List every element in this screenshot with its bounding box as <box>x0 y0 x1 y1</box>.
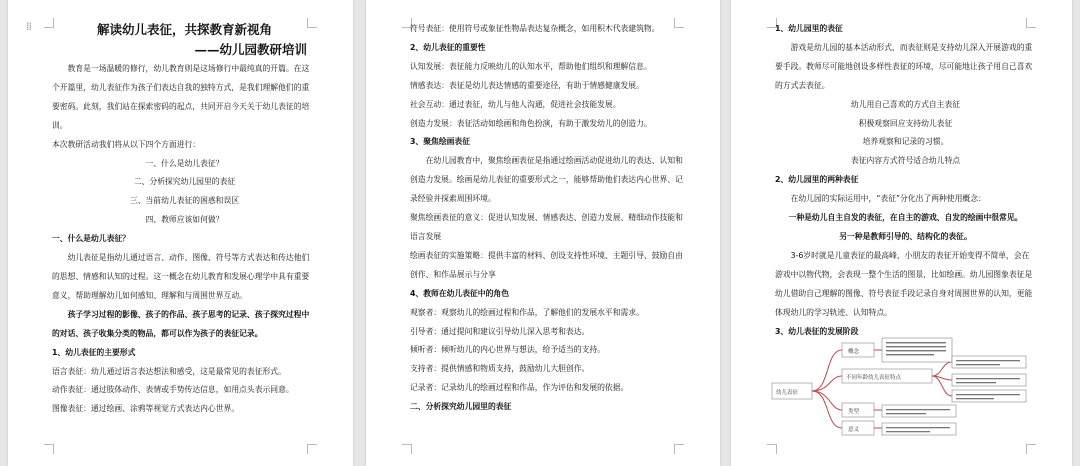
mindmap-node: 意义 <box>848 427 860 433</box>
mindmap-root: 幼儿表征 <box>776 390 799 396</box>
importance-item: 情感表达：表征是幼儿表达情感的重要途径，有助于情感健康发展。 <box>410 80 644 90</box>
subsection-heading: 1、幼儿园里的表征 <box>775 24 843 33</box>
page-1-content <box>52 20 317 419</box>
form-item: 图像表征：通过绘画、涂鸦等视觉方式表达内心世界。 <box>52 404 240 414</box>
margin-corner-mark <box>307 444 317 454</box>
margin-corner-mark <box>767 444 777 454</box>
meaning-paragraph: 聚焦绘画表征的意义：促进认知发展、情感表达、创造力发展、精细动作技能和语言发展 <box>410 213 683 241</box>
page-3-content <box>775 20 1036 341</box>
outline-item: 一、什么是幼儿表征？ <box>145 158 224 168</box>
role-item: 观察者：观察幼儿的绘画过程和作品，了解他们的发展水平和需求。 <box>410 307 644 317</box>
section-heading: 二、分析探究幼儿园里的表征 <box>410 402 512 412</box>
subsection-heading: 3、幼儿表征的发展阶段 <box>775 326 859 336</box>
outline-item: 四、教师应该如何做？ <box>145 215 224 225</box>
subsection-heading: 4、教师在幼儿表征中的角色 <box>410 288 509 298</box>
role-item: 倾听者：倾听幼儿的内心世界与想法，给予适当的支持。 <box>410 345 605 355</box>
doc-subtitle: ——幼儿园教研培训 <box>194 42 307 57</box>
page-2-content <box>410 20 684 417</box>
centered-item: 培养观察和记录的习惯。 <box>862 137 949 147</box>
mindmap-node: 类型 <box>848 409 860 415</box>
age-paragraph: 3-6岁时就是儿童表征的最高峰，小朋友的表征开始变得不简单，会在游戏中以物代物，会表现一整个生活的图景，比如绘画。幼儿园图象表征是幼儿借助自己理解的图像、符号表征手段记录自身对周围世界的认知，更能体现幼儿的学习轨迹、认知特点。 <box>775 250 1033 317</box>
role-item: 记录者：记录幼儿的绘画过程和作品，作为评估和发展的依据。 <box>410 383 629 393</box>
role-item: 引导者：通过提问和建议引导幼儿深入思考和表达。 <box>410 326 590 336</box>
centered-item: 表征内容方式符号适合幼儿特点 <box>850 156 961 166</box>
margin-corner-mark <box>44 444 54 454</box>
importance-item: 社会互动：通过表征，幼儿与他人沟通，促进社会技能发展。 <box>410 99 621 109</box>
margin-corner-mark <box>402 444 412 454</box>
doc-title: 解读幼儿表征，共探教育新视角 <box>96 22 272 37</box>
document-page-1 <box>8 0 353 466</box>
bold-statement: 另一种是教师引导的、结构化的表征。 <box>839 231 972 241</box>
development-stage-mindmap <box>770 336 1032 436</box>
importance-item: 认知发展：表征能力反映幼儿的认知水平，帮助他们组织和理解信息。 <box>410 61 652 71</box>
form-item: 动作表征：通过肢体动作、表情或手势传达信息，如用点头表示同意。 <box>52 385 294 395</box>
mindmap-node: 不同年龄幼儿表征特点 <box>846 375 902 381</box>
kindergarten-paragraph: 游戏是幼儿园的基本活动形式，而表征则是支持幼儿深入开展游戏的重要手段。教师尽可能地创设多样性表征的环境，尽可能地让孩子用自己喜欢的方式去表征。 <box>775 42 1033 90</box>
mindmap-node: 概念 <box>848 349 860 355</box>
subsection-heading: 2、幼儿园里的两种表征 <box>775 175 859 185</box>
drawing-paragraph: 在幼儿园教育中，聚焦绘画表征是指通过绘画活动促进幼儿的表达、认知和创造力发展。绘画是幼儿表征的重要形式之一，能够帮助他们表达内心世界、记录经验并探索周围环境。 <box>410 156 683 204</box>
margin-corner-mark <box>674 444 684 454</box>
two-types-paragraph: 在幼儿园的实际运用中，“表征”分化出了两种使用概念： <box>790 194 986 204</box>
subsection-heading: 1、幼儿表征的主要形式 <box>52 347 136 357</box>
centered-item: 积极观察回应支持幼儿表征 <box>858 118 953 128</box>
centered-item: 幼儿用自己喜欢的方式自主表征 <box>850 99 961 109</box>
definition-paragraph: 幼儿表征是指幼儿通过语言、动作、图像、符号等方式表达和传达他们的思想、情感和认知的过程。这一概念在幼儿教育和发展心理学中具有重要意义，帮助理解幼儿如何感知、理解和与周围世界互动。 <box>52 253 310 300</box>
drag-handle-icon[interactable]: ⁞⁞ <box>26 20 31 33</box>
bold-statement: 一种是幼儿自主自发的表征，在自主的游戏、自发的绘画中很常见。 <box>788 213 1023 223</box>
margin-corner-mark <box>1026 444 1036 454</box>
strategy-paragraph: 绘画表征的实施策略：提供丰富的材料、创设支持性环境、主题引导、鼓励自由创作、和作品展示与分享 <box>410 250 683 279</box>
outline-item: 二、分析探究幼儿园里的表征 <box>133 177 236 187</box>
role-item: 支持者：提供情感和物质支持，鼓励幼儿大胆创作。 <box>410 364 590 374</box>
document-page-2 <box>366 0 720 466</box>
form-item: 符号表征：使用符号或象征性物品表达复杂概念，如用积木代表建筑物。 <box>410 24 660 33</box>
outline-item: 三、当前幼儿表征的困惑和误区 <box>129 196 240 206</box>
intro-paragraph: 教育是一场温暖的修行，幼儿教育则是这场修行中最纯真的开篇。在这个开篇里，幼儿表征作为孩子们表达自我的独特方式，是我们理解他们的重要密码。此刻，我们站在探索密码的起点，共同开启今天关于幼儿表征的培训。 <box>52 64 310 130</box>
bold-paragraph: 孩子学习过程的影像、孩子的作品、孩子思考的记录、孩子探究过程中的对话、孩子收集分类的物品，都可以作为孩子的表征记录。 <box>52 309 310 338</box>
section-heading: 一、什么是幼儿表征？ <box>52 234 130 244</box>
form-item: 语言表征：幼儿通过语言表达想法和感受，这是最常见的表征形式。 <box>52 366 286 376</box>
importance-item: 创造力发展：表征活动如绘画和角色扮演，有助于激发幼儿的创造力。 <box>410 118 652 128</box>
intro-paragraph-2: 本次教研活动我们将从以下四个方面进行： <box>52 139 201 149</box>
subsection-heading: 2、幼儿表征的重要性 <box>410 42 486 52</box>
subsection-heading: 3、聚焦绘画表征 <box>410 137 471 147</box>
